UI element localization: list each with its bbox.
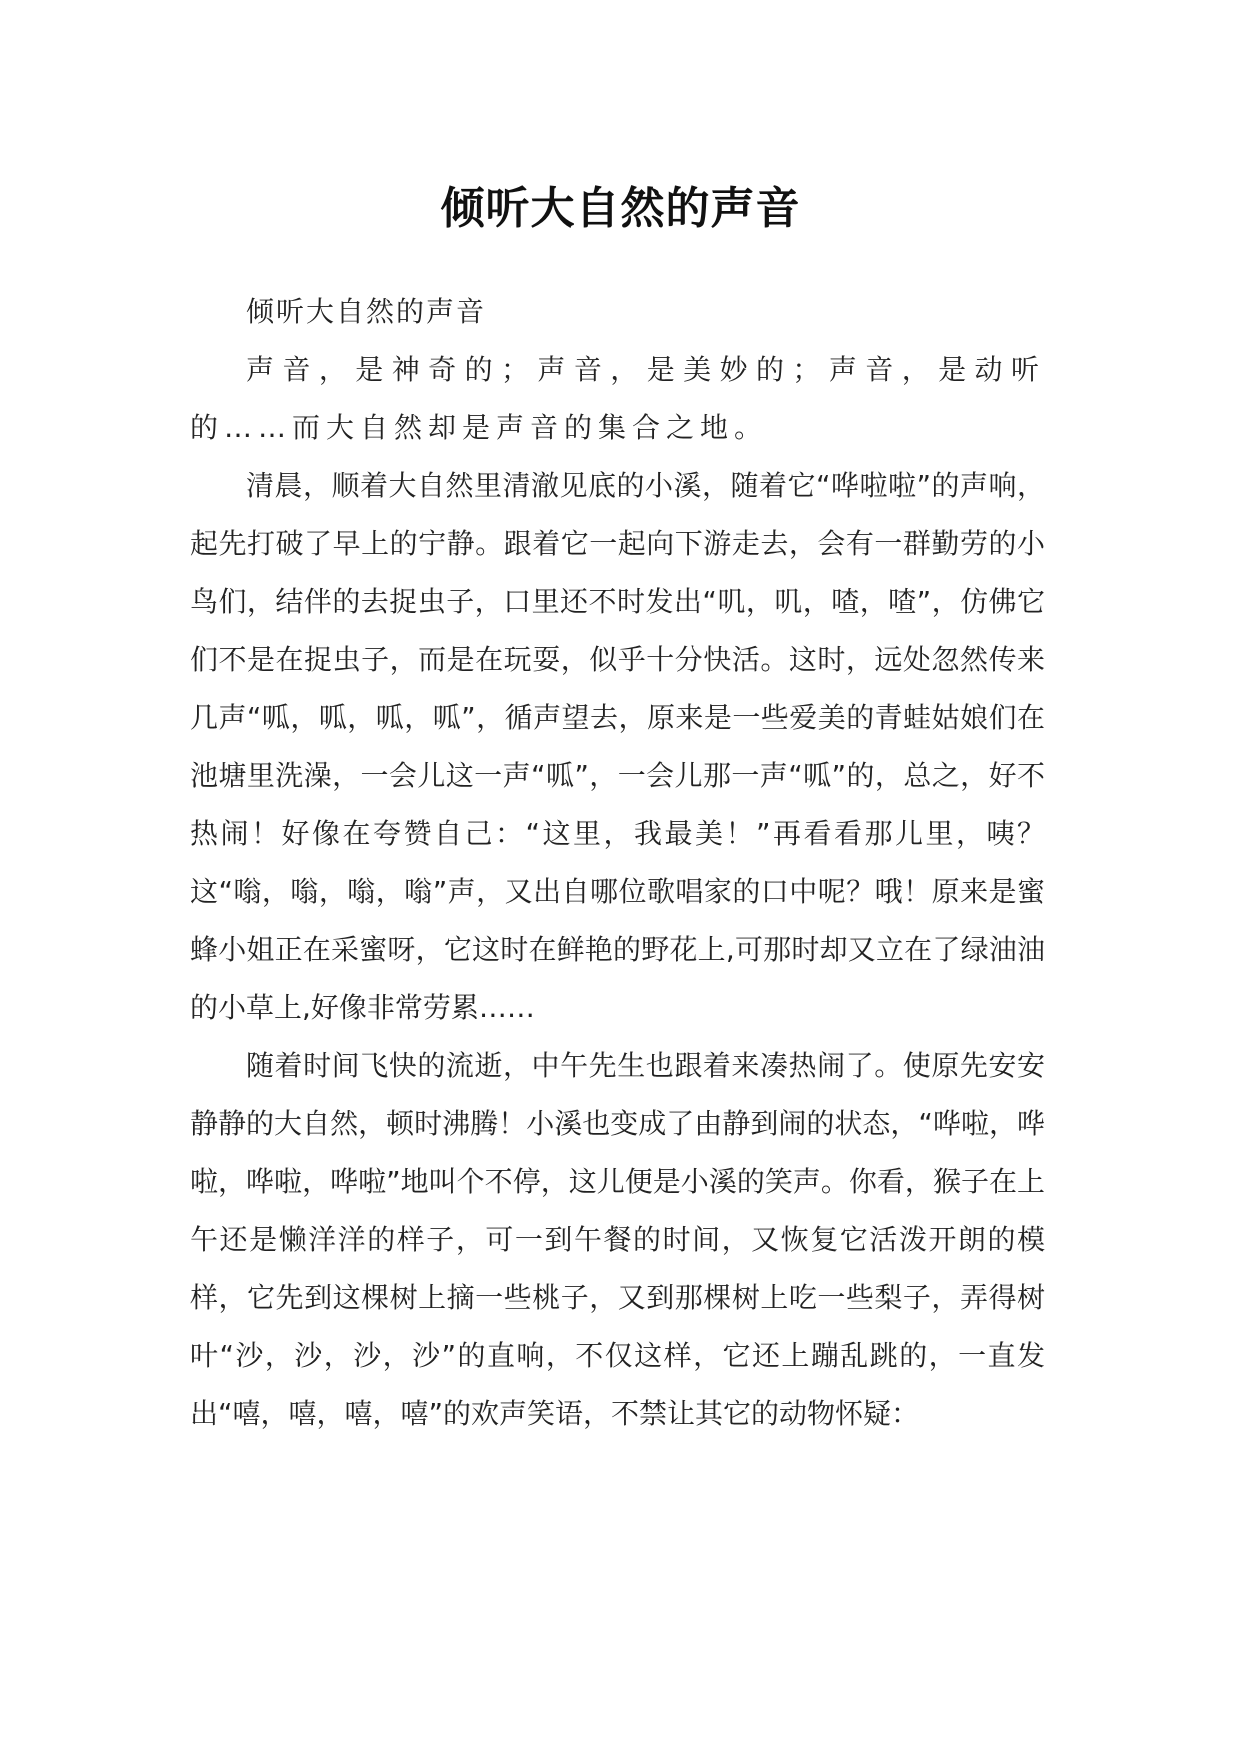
document-title: 倾听大自然的声音 — [440, 183, 801, 235]
document-subtitle: 倾听大自然的声音 — [246, 295, 487, 328]
document-body — [190, 283, 1045, 1443]
paragraph-intro: 声音，是神奇的；声音，是美妙的；声音，是动听的……而大自然却是声音的集合之地。 — [190, 353, 1045, 444]
paragraph-noon: 随着时间飞快的流逝，中午先生也跟着来凑热闹了。使原先安安静静的大自然，顿时沸腾！小溪也变成了由静到闹的状态，“哗啦，哗啦，哗啦，哗啦”地叫个不停，这儿便是小溪的笑声。你看，猴子在上午还是懒洋洋的样子，可一到午餐的时间，又恢复它活泼开朗的模样，它先到这棵树上摘一些桃子，又到那棵树上吃一些梨子，弄得树叶“沙，沙，沙，沙”的直响，不仅这样，它还上蹦乱跳的，一直发出“嘻，嘻，嘻，嘻”的欢声笑语，不禁让其它的动物怀疑： — [190, 1049, 1045, 1430]
paragraph-morning: 清晨，顺着大自然里清澈见底的小溪，随着它“哗啦啦”的声响，起先打破了早上的宁静。跟着它一起向下游走去，会有一群勤劳的小鸟们，结伴的去捉虫子，口里还不时发出“叽，叽，喳，喳”，仿佛它们不是在捉虫子，而是在玩耍，似乎十分快活。这时，远处忽然传来几声“呱，呱，呱，呱”，循声望去，原来是一些爱美的青蛙姑娘们在池塘里洗澡，一会儿这一声“呱”，一会儿那一声“呱”的，总之，好不热闹！好像在夸赞自己：“这里，我最美！”再看看那儿里，咦？这“嗡，嗡，嗡，嗡”声，又出自哪位歌唱家的口中呢？哦！原来是蜜蜂小姐正在采蜜呀，它这时在鲜艳的野花上,可那时却又立在了绿油油的小草上,好像非常劳累…… — [190, 469, 1045, 1024]
